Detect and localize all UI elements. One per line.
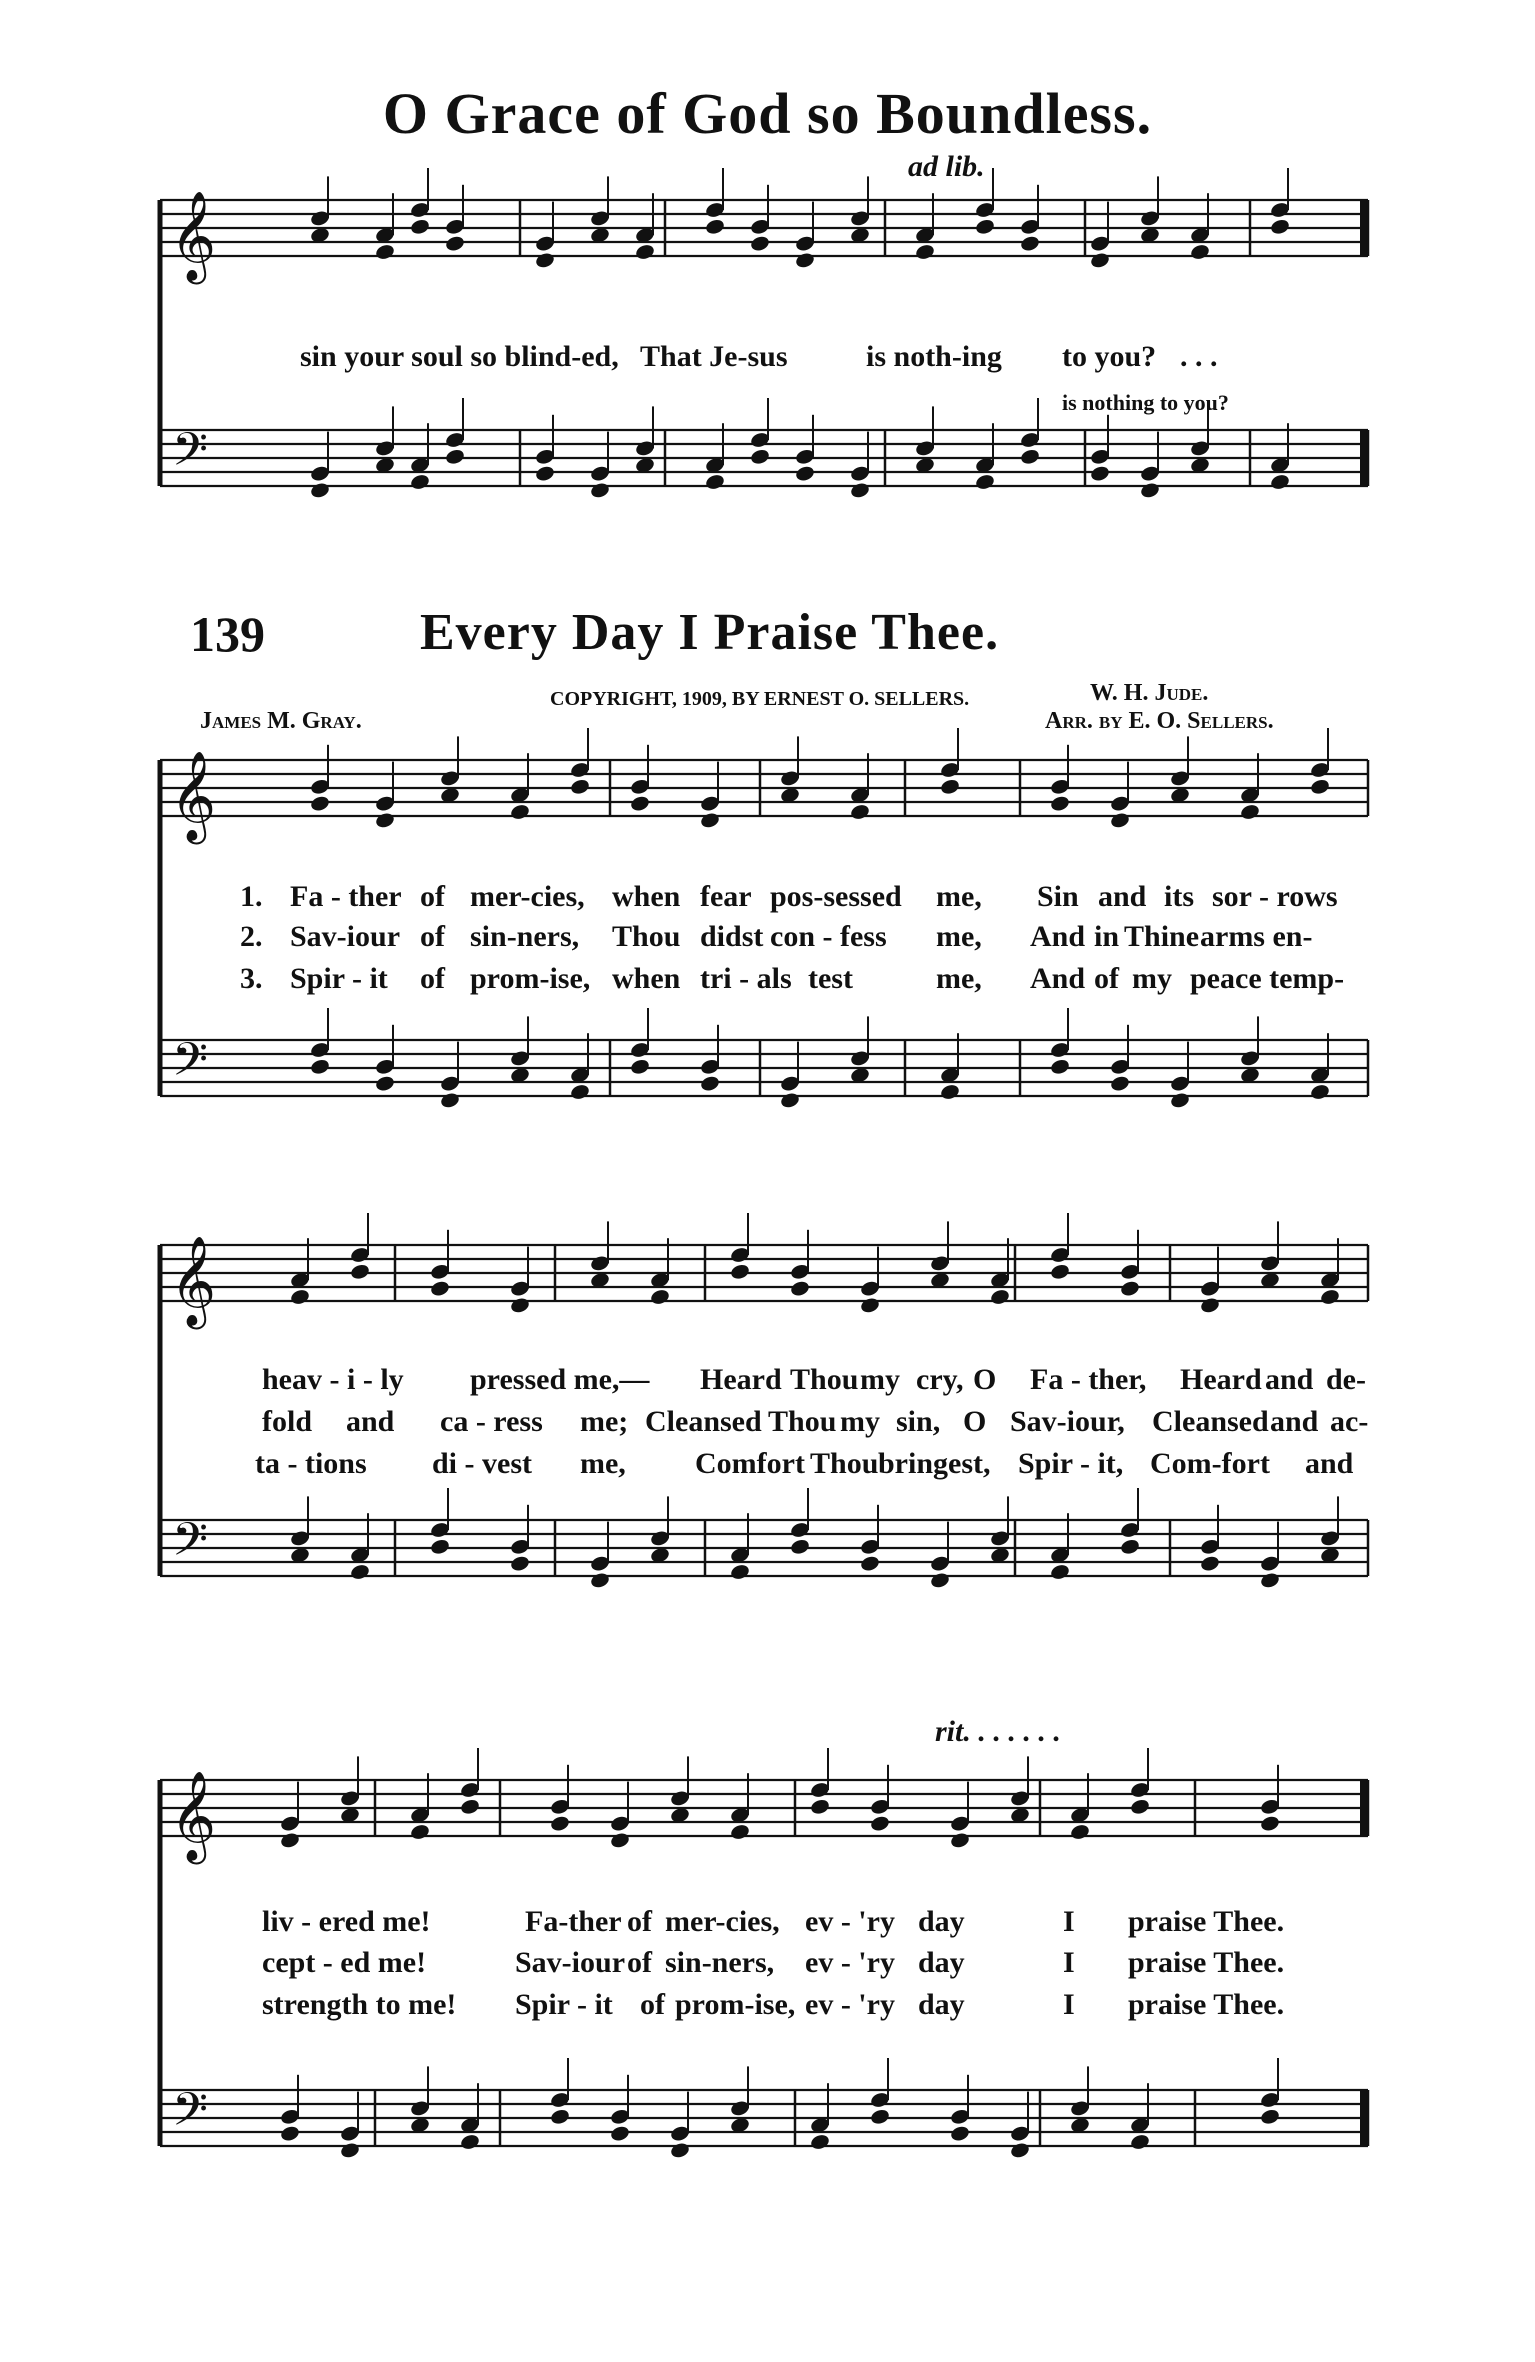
lyric-word: bringest, [878, 1447, 991, 1480]
notehead [409, 218, 430, 236]
notehead [609, 2124, 630, 2142]
lyric-word: Thou [612, 920, 681, 953]
notehead [789, 1279, 810, 1297]
lyric-word: ta - tions [255, 1447, 367, 1480]
notehead [949, 2124, 970, 2142]
notehead [534, 251, 555, 269]
notehead [629, 1058, 650, 1076]
notehead [794, 464, 815, 482]
lyric-word: Sin [1037, 880, 1079, 913]
lyric-word: and [1098, 880, 1147, 913]
lyric-word: And [1030, 962, 1086, 995]
notehead [429, 1279, 450, 1297]
notehead [1109, 1074, 1130, 1092]
lyric-word: of [420, 880, 445, 913]
treble-clef: 𝄞 [170, 1236, 217, 1326]
notehead [534, 464, 555, 482]
prev-lyric-1: sin your soul so blind-ed, [300, 340, 619, 373]
notehead [349, 1563, 370, 1581]
notehead [629, 794, 650, 812]
lyric-word: praise Thee. [1128, 1905, 1285, 1938]
notehead [429, 1538, 450, 1556]
notehead [589, 481, 610, 499]
lyric-word: cry, [916, 1363, 964, 1396]
lyric-word: Thine [1124, 920, 1200, 953]
treble-clef: 𝄞 [170, 751, 217, 841]
notehead [1069, 1823, 1090, 1841]
notehead [1129, 2133, 1150, 2151]
lyric-word: sin-ners, [470, 920, 580, 953]
notehead [509, 1296, 530, 1314]
lyric-word: Sav-iour [290, 920, 401, 953]
notehead [634, 243, 655, 261]
lyric-word: sin-ners, [665, 1946, 775, 1979]
lyric-word: tri - als [700, 962, 792, 995]
notehead [374, 1074, 395, 1092]
notehead [1089, 464, 1110, 482]
lyric-word: day [918, 1946, 965, 1979]
notehead [374, 243, 395, 261]
prev-lyric-4: to you? [1062, 340, 1157, 373]
lyric-word: its [1164, 880, 1194, 913]
notehead [1009, 2141, 1030, 2159]
lyric-word: liv - ered me! [262, 1905, 431, 1938]
lyric-word: Spir - it [515, 1988, 613, 2021]
lyric-word: of [420, 962, 445, 995]
arranger-credit: Arr. by E. O. Sellers. [1045, 708, 1274, 734]
lyric-word: di - vest [432, 1447, 532, 1480]
notehead [409, 473, 430, 491]
prev-lyric-5: . . . [1180, 340, 1218, 373]
notehead [1089, 251, 1110, 269]
notehead [1309, 1083, 1330, 1101]
notehead [704, 473, 725, 491]
lyric-word: of [627, 1905, 652, 1938]
lyric-word: I [1063, 1905, 1075, 1938]
lyric-word: I [1063, 1946, 1075, 1979]
notehead [609, 1831, 630, 1849]
lyric-word: of [1094, 962, 1119, 995]
notehead [309, 481, 330, 499]
lyric-word: Sav-iour [515, 1946, 626, 1979]
lyric-word: me, [936, 880, 982, 913]
lyric-word: sor - rows [1212, 880, 1338, 913]
notehead [1239, 803, 1260, 821]
notehead [1049, 1058, 1070, 1076]
lyric-word: Spir - it, [1018, 1447, 1124, 1480]
notehead [309, 794, 330, 812]
tempo-mark-rit: rit. . . . . . . [935, 1715, 1061, 1748]
notehead [1049, 1563, 1070, 1581]
notehead [289, 1288, 310, 1306]
lyric-word: of [640, 1988, 665, 2021]
notehead [1259, 1571, 1280, 1589]
lyric-word: my [860, 1363, 900, 1396]
lyric-word: praise Thee. [1128, 1988, 1285, 2021]
lyric-word: Sav-iour, [1010, 1405, 1125, 1438]
notehead [549, 1814, 570, 1832]
notehead [729, 1823, 750, 1841]
notehead [279, 1831, 300, 1849]
lyric-word: prom-ise, [675, 1988, 796, 2021]
lyric-word: Cleansed [645, 1405, 762, 1438]
notehead [509, 1554, 530, 1572]
lyric-word: me, [936, 962, 982, 995]
notehead [279, 2124, 300, 2142]
notehead [1189, 243, 1210, 261]
lyric-word: ca - ress [440, 1405, 543, 1438]
notehead [779, 1091, 800, 1109]
lyric-word: me, [580, 1447, 626, 1480]
lyric-word: cept - ed me! [262, 1946, 427, 1979]
treble-clef: 𝄞 [170, 191, 217, 281]
lyric-word: I [1063, 1988, 1075, 2021]
notehead [794, 251, 815, 269]
notehead [459, 2133, 480, 2151]
notehead [569, 778, 590, 796]
lyric-word: Fa - ther [290, 880, 402, 913]
lyric-word: mer-cies, [665, 1905, 780, 1938]
lyric-word: my [840, 1405, 880, 1438]
lyric-word: de- [1326, 1363, 1366, 1396]
notehead [309, 1058, 330, 1076]
lyric-word: ev - 'ry [805, 1946, 895, 1979]
notehead [809, 1798, 830, 1816]
lyric-word: Com-fort [1150, 1447, 1270, 1480]
lyric-word: Thou [768, 1405, 837, 1438]
notehead [1129, 1798, 1150, 1816]
notehead [989, 1288, 1010, 1306]
lyric-word: of [627, 1946, 652, 1979]
lyric-word: Fa - ther, [1030, 1363, 1147, 1396]
lyric-word: pos-sessed [770, 880, 902, 913]
lyric-word: fold [262, 1405, 313, 1438]
notehead [939, 1083, 960, 1101]
notehead [1049, 1263, 1070, 1281]
notehead [1139, 481, 1160, 499]
notehead [444, 234, 465, 252]
lyric-word: and [1305, 1447, 1354, 1480]
notehead [549, 2108, 570, 2126]
notehead [459, 1798, 480, 1816]
lyric-word: fear [700, 880, 752, 913]
notehead [1259, 2108, 1280, 2126]
tempo-mark-ad-lib: ad lib. [908, 150, 985, 183]
notehead [749, 448, 770, 466]
lyric-word: 3. [240, 962, 263, 995]
lyric-word: Spir - it [290, 962, 388, 995]
hymn-number: 139 [190, 606, 265, 662]
notehead [789, 1538, 810, 1556]
lyric-word: me; [580, 1405, 629, 1438]
copyright-line: COPYRIGHT, 1909, BY ERNEST O. SELLERS. [550, 688, 970, 710]
notehead [859, 1554, 880, 1572]
notehead [1119, 1538, 1140, 1556]
notehead [1049, 794, 1070, 812]
notehead [1269, 218, 1290, 236]
notehead [409, 1823, 430, 1841]
notehead [649, 1288, 670, 1306]
lyric-word: 1. [240, 880, 263, 913]
lyric-word: Heard [1180, 1363, 1262, 1396]
notehead [444, 448, 465, 466]
notehead [809, 2133, 830, 2151]
lyric-word: prom-ise, [470, 962, 591, 995]
lyric-word: And [1030, 920, 1086, 953]
lyric-word: and [1270, 1405, 1319, 1438]
notehead [509, 803, 530, 821]
notehead [914, 243, 935, 261]
author-credit: James M. Gray. [200, 708, 362, 734]
notehead [749, 234, 770, 252]
lyric-word: ev - 'ry [805, 1988, 895, 2021]
notehead [974, 473, 995, 491]
lyric-word: in [1094, 920, 1120, 953]
lyric-word: heav - i - ly [262, 1363, 404, 1396]
bass-clef: 𝄢 [172, 1513, 209, 1578]
notehead [949, 1831, 970, 1849]
lyric-word: of [420, 920, 445, 953]
lyric-word: when [612, 962, 681, 995]
lyric-word: arms en- [1200, 920, 1313, 953]
notehead [1269, 473, 1290, 491]
notehead [699, 811, 720, 829]
notehead [374, 811, 395, 829]
lyric-word: 2. [240, 920, 263, 953]
notehead [869, 1814, 890, 1832]
notehead [849, 481, 870, 499]
lyric-word: when [612, 880, 681, 913]
notehead [569, 1083, 590, 1101]
notehead [1309, 778, 1330, 796]
prev-lyric-3: is noth-ing [866, 340, 1002, 373]
notehead [1319, 1288, 1340, 1306]
lyric-word: sin, [896, 1405, 941, 1438]
lyric-word: my [1132, 962, 1172, 995]
notehead [349, 1263, 370, 1281]
bass-clef: 𝄢 [172, 423, 209, 488]
lyric-word: con - fess [770, 920, 887, 953]
hymn-title: Every Day I Praise Thee. [420, 604, 1000, 661]
notehead [974, 218, 995, 236]
lyric-word: praise Thee. [1128, 1946, 1285, 1979]
notehead [1199, 1296, 1220, 1314]
notehead [859, 1296, 880, 1314]
notehead [729, 1263, 750, 1281]
notehead [929, 1571, 950, 1589]
lyric-word: mer-cies, [470, 880, 585, 913]
composer-credit: W. H. Jude. [1090, 680, 1209, 706]
previous-hymn-title: O Grace of God so Boundless. [382, 81, 1153, 146]
notehead [1199, 1554, 1220, 1572]
notehead [729, 1563, 750, 1581]
notehead [1019, 234, 1040, 252]
lyric-word: day [918, 1905, 965, 1938]
notehead [1169, 1091, 1190, 1109]
lyric-word: ac- [1330, 1405, 1369, 1438]
lyric-word: Thou [810, 1447, 879, 1480]
notehead [849, 803, 870, 821]
bass-clef: 𝄢 [172, 1033, 209, 1098]
prev-lyric-2: That Je-sus [640, 340, 788, 373]
bass-clef: 𝄢 [172, 2083, 209, 2148]
lyric-word: strength to me! [262, 1988, 457, 2021]
lyric-word: O [973, 1363, 997, 1396]
lyric-word: and [346, 1405, 395, 1438]
notehead [1109, 811, 1130, 829]
lyric-word: Heard [700, 1363, 782, 1396]
lyric-word: Cleansed [1152, 1405, 1269, 1438]
notehead [669, 2141, 690, 2159]
lyric-word: O [963, 1405, 987, 1438]
lyric-word: peace temp- [1190, 962, 1345, 995]
notehead [939, 778, 960, 796]
lyric-word: didst [700, 920, 764, 953]
notehead [1019, 448, 1040, 466]
lyric-word: pressed me,— [470, 1363, 650, 1396]
notehead [339, 2141, 360, 2159]
lyric-word: me, [936, 920, 982, 953]
notehead [439, 1091, 460, 1109]
treble-clef: 𝄞 [170, 1771, 217, 1861]
notehead [704, 218, 725, 236]
lyric-word: ev - 'ry [805, 1905, 895, 1938]
notehead [1119, 1279, 1140, 1297]
notehead [699, 1074, 720, 1092]
lyric-word: Fa-ther [525, 1905, 622, 1938]
lyric-word: and [1265, 1363, 1314, 1396]
notehead [1259, 1814, 1280, 1832]
prev-echo-line: is nothing to you? [1062, 390, 1229, 415]
lyric-word: test [808, 962, 853, 995]
notehead [589, 1571, 610, 1589]
lyric-word: Comfort [695, 1447, 805, 1480]
lyric-word: Thou [790, 1363, 859, 1396]
notehead [869, 2108, 890, 2126]
lyric-word: day [918, 1988, 965, 2021]
